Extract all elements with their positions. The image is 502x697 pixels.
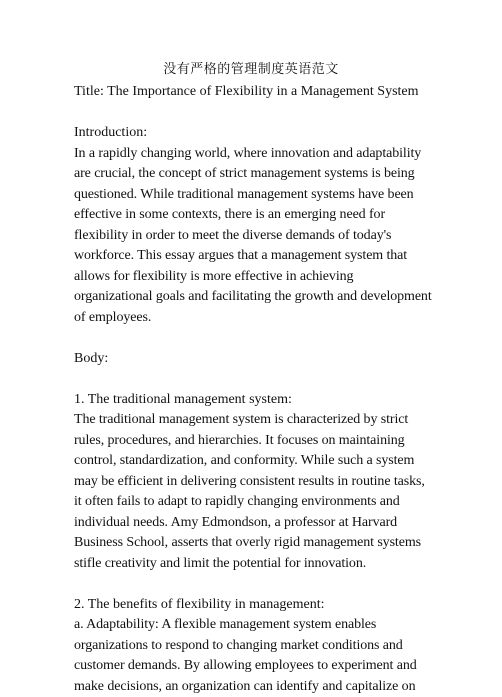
introduction-paragraph: In a rapidly changing world, where innovation and adaptability are crucial, the concept of strict management systems is being questioned. While traditional management systems have been effective in some contexts, there is an emerging need for flexibility in order to meet the diverse demands of today's workforce. This essay argues that a management system that allows for flexibility is more effective in achieving organizational goals and facilitating the growth and development of employees. (74, 145, 432, 325)
section-2-paragraph: a. Adaptability: A flexible management system enables organizations to respond to changing market conditions and customer demands. By allowing employees to experiment and make decisions, an organization can identify and capitalize on (74, 617, 417, 694)
paragraph-gap (74, 574, 434, 595)
document-content (74, 82, 434, 697)
paragraph-gap (74, 103, 434, 124)
paragraph-gap (74, 328, 434, 349)
introduction-label: Introduction: (74, 125, 148, 140)
section-1-paragraph: The traditional management system is characterized by strict rules, procedures, and hierarchies. It focuses on maintaining control, standardization, and conformity. While such a system may be efficient in delivering consistent results in routine tasks, it often fails to adapt to rapidly changing environments and individual needs. Amy Edmondson, a professor at Harvard Business School, asserts that overly rigid management systems stifle creativity and limit the potential for innovation. (74, 412, 425, 571)
section-1-heading: 1. The traditional management system: (74, 391, 292, 407)
document-heading: 没有严格的管理制度英语范文 (163, 62, 339, 77)
essay-title: Title: The Importance of Flexibility in a Management System (74, 84, 419, 99)
paragraph-gap (74, 369, 434, 390)
section-2-heading: 2. The benefits of flexibility in management: (74, 596, 325, 612)
body-label: Body: (74, 350, 109, 366)
